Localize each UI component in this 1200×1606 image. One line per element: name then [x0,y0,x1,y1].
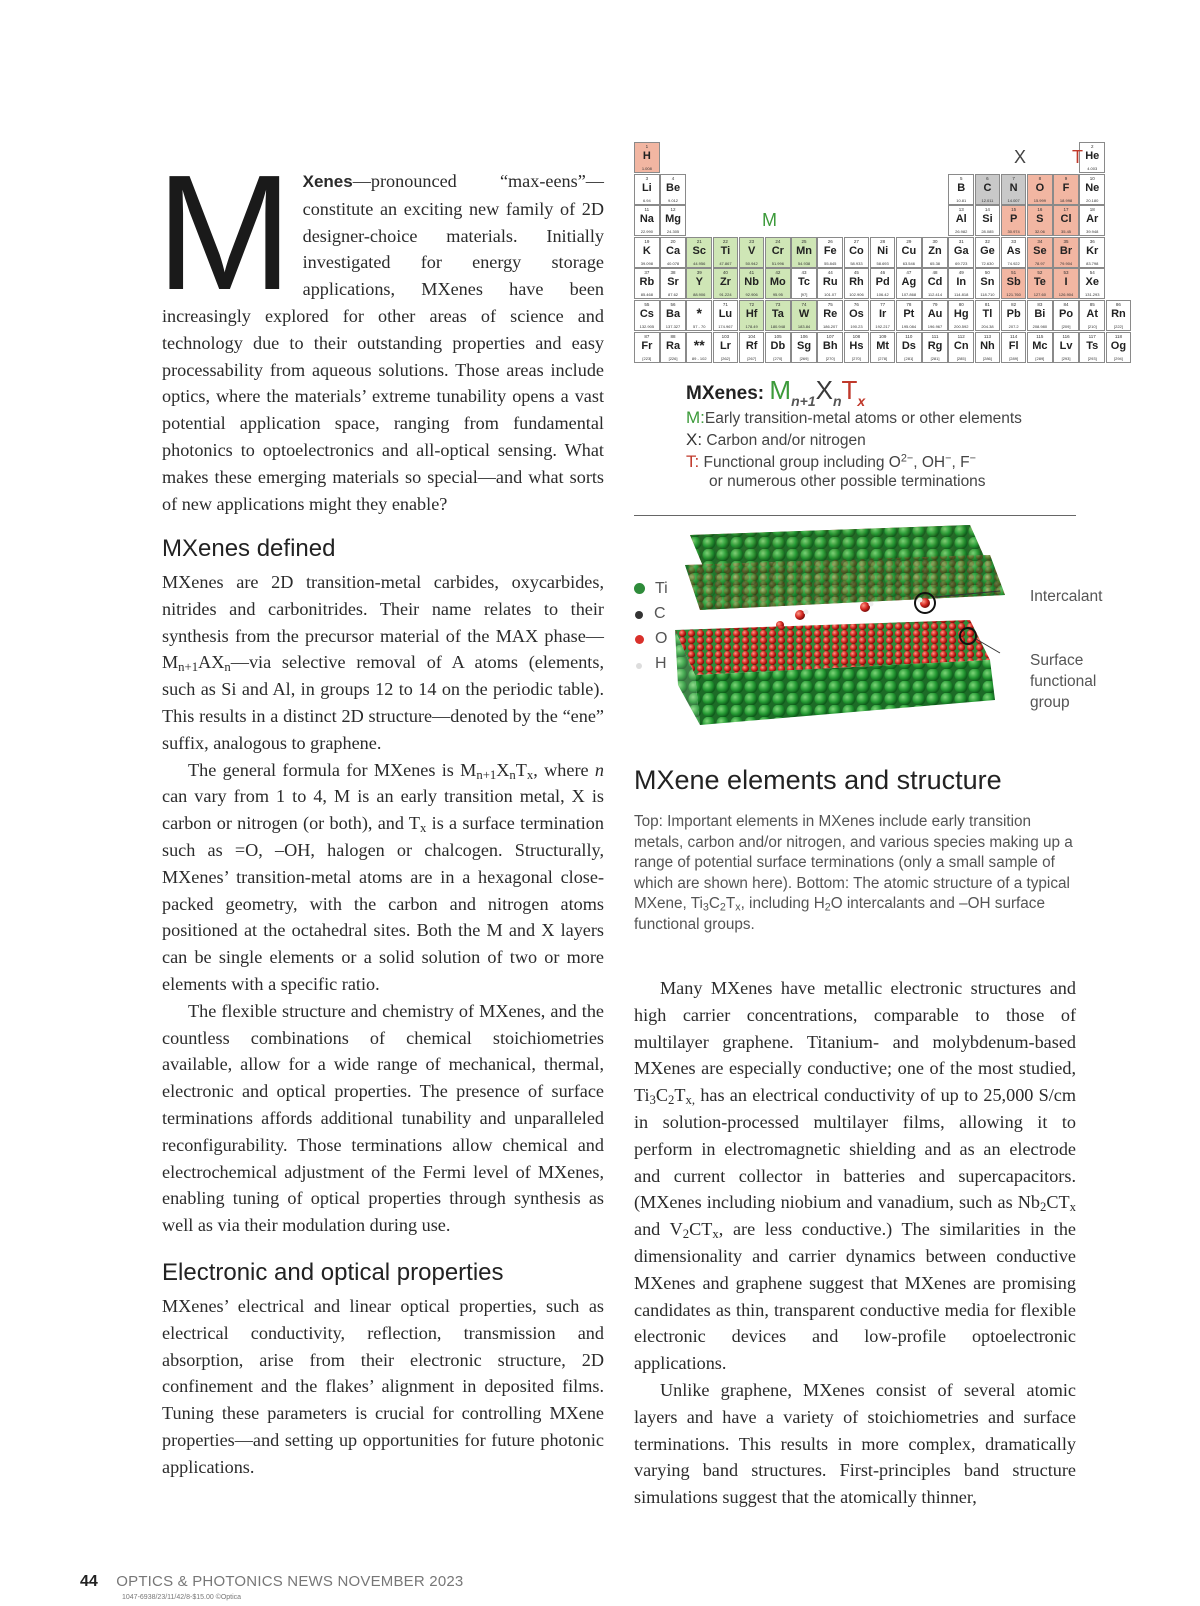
element-lanthanides: * 57 - 70 [686,300,712,331]
element-mg: 12 Mg 24.305 [660,205,686,236]
element-ds: 110 Ds [281] [896,332,922,363]
element-hg: 80 Hg 200.592 [948,300,974,331]
element-cd: 48 Cd 112.414 [922,268,948,299]
element-kr: 36 Kr 83.798 [1079,237,1105,268]
element-hs: 108 Hs [270] [844,332,870,363]
intro-paragraph [156,141,604,517]
intro-body: —pronounced “max-eens”—constitute an exciting new family of 2D designer-choice materials. Initially investigated for energy storage applications, MXenes have been increasingly explored for other areas of science and technology due to their outstanding properties and easy processability from aqueous solutions. Those areas include optics, where the materials’ extreme tunability opens a vast potential application space, ranging from fundamental photonics to optoelectronics and all-optical sensing. What makes these emerging materials so special—and what sorts of new applications might they enable? [162,171,604,514]
element-ar: 18 Ar 39.948 [1079,205,1105,236]
element-bi: 83 Bi 208.980 [1027,300,1053,331]
element-co: 27 Co 58.933 [844,237,870,268]
section1-paragraph-1: MXenes are 2D transition-metal carbides, oxycarbides, nitrides and carbonitrides. Their name relates to their synthesis from the precursor material of the MAX $phase—M_{n+1}AX_n—via$ selective removal of A atoms (elements, such as Si and Al, in groups 12 to 14 on the periodic table). This results in a distinct 2D structure—denoted by the “ene” suffix, analogous to graphene. [162,572,604,753]
lower-mxene-layer [675,620,995,725]
element-cr: 24 Cr 51.996 [765,237,791,268]
element-cs: 55 Cs 132.905 [634,300,660,331]
mxene-formula: MXenes: $M_{n+1}X_nT_x$ [686,375,866,409]
element-bh: 107 Bh [270] [817,332,843,363]
atom-key-h: H [634,655,667,673]
element-ga: 31 Ga 69.723 [948,237,974,268]
atom-key-ti: Ti [634,580,668,598]
legend-x: X: Carbon and/or nitrogen [686,430,866,449]
element-mo: 42 Mo 95.95 [765,268,791,299]
upper-mxene-layer [685,525,1005,610]
element-y: 39 Y 88.906 [686,268,712,299]
element-nb: 41 Nb 92.906 [739,268,765,299]
drop-cap: M [156,141,293,324]
right-paragraph-2: Unlike graphene, MXenes consist of several atomic layers and have a variety of stoichiometries and surface terminations. This results in more complex, dramatically varying band structures. First-principles band structure simulations suggest that the atomically thinner, [634,1379,1076,1508]
element-xe: 54 Xe 131.293 [1079,268,1105,299]
right-paragraph-1: Many MXenes have metallic electronic structures and high carrier concentrations, comparable to those of multilayer graphene. Titanium- and molybdenum-based MXenes are especially conductive; one of the most studied, $Ti_3C_2T_{x,}$ has an electrical conductivity of up to 25,000 S/cm in solution-processed multilayer films, allowing it to perform in electromagnetic shielding and as an electrode and current collector in batteries and supercapacitors. (MXenes including niobium and vanadium, such as $Nb_2CT_x$ and $V_2CT_x$, are less conductive.) The similarities in the dimensionality and carrier dynamics between conductive MXenes and graphene suggest that MXenes are promising candidates as thin, transparent conductive media for flexible electronic devices and low-profile optoelectronic applications. [634,978,1077,1374]
ti-dot-icon [634,583,645,594]
element-ir: 77 Ir 192.217 [870,300,896,331]
element-cn: 112 Cn [285] [948,332,974,363]
element-k: 19 K 39.098 [634,237,660,268]
section-heading-electronic-optical: Electronic and optical properties [162,1258,504,1286]
element-w: 74 W 183.84 [791,300,817,331]
c-dot-icon [635,611,643,619]
element-mc: 115 Mc [289] [1027,332,1053,363]
element-na: 11 Na 22.990 [634,205,660,236]
element-n: 7 N 14.007 [1001,174,1027,205]
element-ru: 44 Ru 101.07 [817,268,843,299]
legend-m: M:Early transition-metal atoms or other elements [686,408,1022,427]
element-fr: 87 Fr [223] [634,332,660,363]
element-db: 105 Db [270] [765,332,791,363]
element-hf: 72 Hf 178.49 [739,300,765,331]
element-au: 79 Au 196.967 [922,300,948,331]
element-be: 4 Be 9.012 [660,174,686,205]
element-se: 34 Se 78.97 [1027,237,1053,268]
page-footer [80,1573,463,1591]
element-pt: 78 Pt 195.084 [896,300,922,331]
figure-caption-title: MXene elements and structure [634,765,1002,795]
element-h: 1 H 1.008 [634,142,660,173]
element-zn: 30 Zn 65.38 [922,237,948,268]
element-al: 13 Al 26.982 [948,205,974,236]
section1-paragraph-3: The flexible structure and chemistry of MXenes, and the countless combinations of chemical stoichiometries available, allow for a wide range of mechanical, thermal, electronic and optical properties. The presence of surface terminations affords additional tunability and unparalleled reconfigurability. Those terminations allow chemical and electrochemical adjustment of the Fermi level of MXenes, enabling tuning of optical properties through synthesis as well as via their modulation during use. [162,1000,604,1236]
element-v: 23 V 50.942 [739,237,765,268]
element-in: 49 In 114.818 [948,268,974,299]
element-ca: 20 Ca 40.078 [660,237,686,268]
element-ne: 10 Ne 20.180 [1079,174,1105,205]
element-si: 14 Si 28.085 [975,205,1001,236]
group-label-t: T [1072,147,1083,167]
element-og: 118 Og [294] [1106,332,1132,363]
legend-t-continued: or numerous other possible terminations [709,473,986,490]
element-i: 53 I 126.904 [1053,268,1079,299]
right-column [634,975,1076,1511]
element-rb: 37 Rb 85.468 [634,268,660,299]
element-sn: 50 Sn 118.710 [975,268,1001,299]
element-tc: 43 Tc [97] [791,268,817,299]
element-li: 3 Li 6.94 [634,174,660,205]
element-fe: 26 Fe 55.845 [817,237,843,268]
figure-caption-text: Top: Important elements in MXenes include early transition metals, carbon and/or nitrogen, and various species making up a range of potential surface terminations (only a small sample of which are shown here). Bottom: The atomic structure of a typical MXene, $Ti_3C_2T_x$, including $H_2O$ intercalants and –OH surface functional groups. [634,813,1073,933]
element-s: 16 S 32.06 [1027,205,1053,236]
mxene-structure-illustration [660,525,1060,755]
element-o: 8 O 15.999 [1027,174,1053,205]
element-rn: 86 Rn [222] [1106,300,1132,331]
intro-lead: Xenes [302,172,353,191]
element-sb: 51 Sb 121.760 [1001,268,1027,299]
element-mt: 109 Mt [278] [870,332,896,363]
element-pb: 82 Pb 207.2 [1001,300,1027,331]
section2-paragraph-1: MXenes’ electrical and linear optical properties, such as electrical conductivity, reflection, transmission and absorption, arise from their electronic structure, 2D confinement and the flakes’ alignment in deposited films. Tuning these parameters is crucial for controlling MXene properties—and setting up opportunities for future photonic applications. [162,1295,604,1477]
publication-code: 1047-6938/23/11/42/8-$15.00 ©Optica [122,1594,242,1601]
left-column [162,535,604,1481]
element-rh: 45 Rh 102.906 [844,268,870,299]
element-ta: 73 Ta 180.948 [765,300,791,331]
element-sg: 106 Sg [269] [791,332,817,363]
element-pd: 46 Pd 106.42 [870,268,896,299]
element-te: 52 Te 127.60 [1027,268,1053,299]
element-actinides: ** 89 - 102 [686,332,712,363]
element-c: 6 C 12.011 [975,174,1001,205]
element-fl: 114 Fl [289] [1001,332,1027,363]
element-ti: 22 Ti 47.867 [713,237,739,268]
element-as: 33 As 74.922 [1001,237,1027,268]
element-cu: 29 Cu 63.546 [896,237,922,268]
atom-key-c: C [634,605,666,623]
element-sr: 38 Sr 87.62 [660,268,686,299]
group-label-m: M [762,210,777,230]
element-sc: 21 Sc 44.956 [686,237,712,268]
element-nh: 113 Nh [286] [975,332,1001,363]
element-os: 76 Os 190.23 [844,300,870,331]
element-rg: 111 Rg [281] [922,332,948,363]
element-tl: 81 Tl 204.38 [975,300,1001,331]
element-re: 75 Re 186.207 [817,300,843,331]
intercalant-label: Intercalant [1030,588,1103,605]
group-label-x: X [1014,147,1027,167]
element-ba: 56 Ba 137.327 [660,300,686,331]
magazine-title: OPTICS & PHOTONICS NEWS NOVEMBER 2023 [116,1573,464,1590]
element-p: 15 P 30.974 [1001,205,1027,236]
element-po: 84 Po [209] [1053,300,1079,331]
surface-group-label: Surface functional group [1030,652,1097,711]
element-f: 9 F 18.998 [1053,174,1079,205]
element-b: 5 B 10.81 [948,174,974,205]
element-mn: 25 Mn 54.938 [791,237,817,268]
element-zr: 40 Zr 91.224 [713,268,739,299]
element-br: 35 Br 79.904 [1053,237,1079,268]
element-ni: 28 Ni 58.693 [870,237,896,268]
divider [634,515,1076,516]
section-heading-mxenes-defined: MXenes defined [162,535,336,562]
o-dot-icon [635,635,644,644]
element-lu: 71 Lu 174.967 [713,300,739,331]
section1-paragraph-2: The general formula for MXenes is $M_{n+1}X_nT_x$, where n can vary from 1 to 4, M is an early transition metal, X is carbon or nitrogen (or both), and $T_x$ is a surface termination such as =O, –OH, halogen or chalcogen. Structurally, MXenes’ transition-metal atoms are in a hexagonal close-packed geometry, with the carbon and nitrogen atoms positioned at the octahedral sites. Both the M and X layers can be single elements or a solid solution of two or more elements with a specific ratio. [162,759,604,994]
element-ge: 32 Ge 72.630 [975,237,1001,268]
element-ra: 88 Ra [226] [660,332,686,363]
element-lr: 103 Lr [262] [713,332,739,363]
element-rf: 104 Rf [267] [739,332,765,363]
page-number: 44 [80,1573,98,1590]
element-ts: 117 Ts [293] [1079,332,1105,363]
legend-t: T: Functional group including $O^{2-}$, OH−, F− [686,452,976,471]
element-lv: 116 Lv [293] [1053,332,1079,363]
element-ag: 47 Ag 107.868 [896,268,922,299]
element-cl: 17 Cl 35.45 [1053,205,1079,236]
atom-key-o: O [634,630,667,648]
element-he: 2 He 4.003 [1079,142,1105,173]
h-dot-icon [636,663,642,669]
element-at: 85 At [210] [1079,300,1105,331]
